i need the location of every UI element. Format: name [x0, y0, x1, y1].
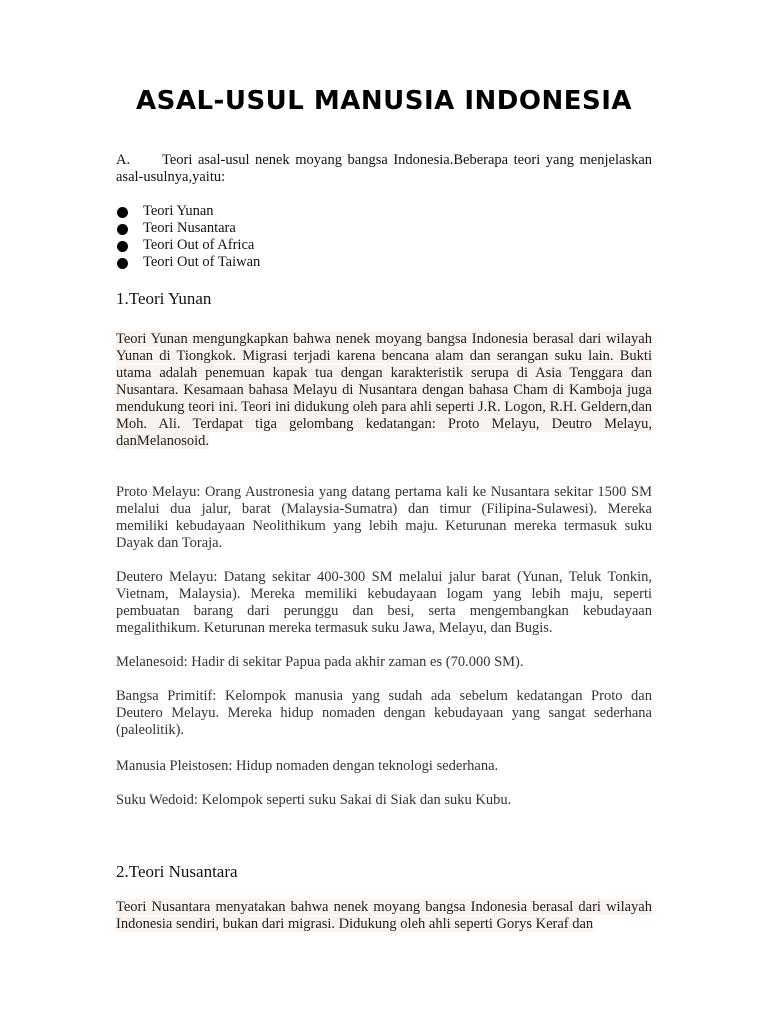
bangsa-primitif-paragraph: Bangsa Primitif: Kelompok manusia yang sudah ada sebelum kedatangan Proto dan Deutero Melayu. Mereka hidup nomaden dengan kebudayaan yang sangat sederhana (paleolitik).: [116, 688, 652, 738]
section-a-text: Teori asal-usul nenek moyang bangsa Indonesia.Beberapa teori yang menjelaskan asal-usulnya,yaitu:: [116, 152, 652, 185]
section-a-intro: [116, 152, 652, 186]
list-item-label: Teori Out of Taiwan: [143, 254, 261, 270]
proto-melayu-paragraph: Proto Melayu: Orang Austronesia yang datang pertama kali ke Nusantara sekitar 1500 SM melalui dua jalur, barat (Malaysia-Sumatra) dan timur (Filipina-Sulawesi). Mereka memiliki kebudayaan Neolithikum yang lebih maju. Keturunan mereka termasuk suku Dayak dan Toraja.: [116, 484, 652, 551]
theory-list: [116, 203, 652, 271]
list-item-label: Teori Yunan: [143, 203, 214, 219]
list-item-label: Teori Out of Africa: [143, 237, 255, 253]
melanesoid-paragraph: Melanesoid: Hadir di sekitar Papua pada akhir zaman es (70.000 SM).: [116, 654, 524, 670]
pleistosen-paragraph: Manusia Pleistosen: Hidup nomaden dengan teknologi sederhana.: [116, 758, 499, 774]
bullet-icon: [117, 241, 128, 252]
yunan-intro-text: Teori Yunan mengungkapkan bahwa nenek moyang bangsa Indonesia berasal dari wilayah Yunan di Tiongkok. Migrasi terjadi karena bencana alam dan serangan suku lain. Bukti utama adalah penemuan kapak tua dengan karakteristik serupa di Asia Tenggara dan Nusantara. Kesamaan bahasa Melayu di Nusantara dengan bahasa Cham di Kamboja juga mendukung teori ini. Teori ini didukung oleh para ahli seperti J.R. Logon, R.H. Geldern,dan Moh. Ali. Terdapat tiga gelombang kedatangan: Proto Melayu, Deutro Melayu, danMelanosoid.: [116, 331, 652, 449]
document-title: ASAL-USUL MANUSIA INDONESIA: [136, 86, 632, 116]
nusantara-intro: [116, 899, 652, 933]
nusantara-heading: 2.Teori Nusantara: [116, 862, 238, 881]
list-item: [116, 203, 652, 220]
nusantara-intro-text: Teori Nusantara menyatakan bahwa nenek moyang bangsa Indonesia berasal dari wilayah Indonesia sendiri, bukan dari migrasi. Didukung oleh ahli seperti Gorys Keraf dan: [116, 899, 652, 932]
list-item: [116, 237, 652, 254]
section-a-label: A.: [116, 152, 131, 168]
list-item-label: Teori Nusantara: [143, 220, 236, 236]
bullet-icon: [117, 207, 128, 218]
yunan-heading: 1.Teori Yunan: [116, 289, 212, 308]
list-item: [116, 254, 652, 271]
wedoid-paragraph: Suku Wedoid: Kelompok seperti suku Sakai di Siak dan suku Kubu.: [116, 792, 512, 808]
list-item: [116, 220, 652, 237]
bullet-icon: [117, 258, 128, 269]
deutero-melayu-paragraph: Deutero Melayu: Datang sekitar 400-300 SM melalui jalur barat (Yunan, Teluk Tonkin, Vietnam, Malaysia). Mereka memiliki kebudayaan logam yang lebih maju, seperti pembuatan barang dari perunggu dan besi, serta mengembangkan kebudayaan megalithikum. Keturunan mereka termasuk suku Jawa, Melayu, dan Bugis.: [116, 569, 652, 636]
bullet-icon: [117, 224, 128, 235]
yunan-intro: [116, 331, 652, 450]
